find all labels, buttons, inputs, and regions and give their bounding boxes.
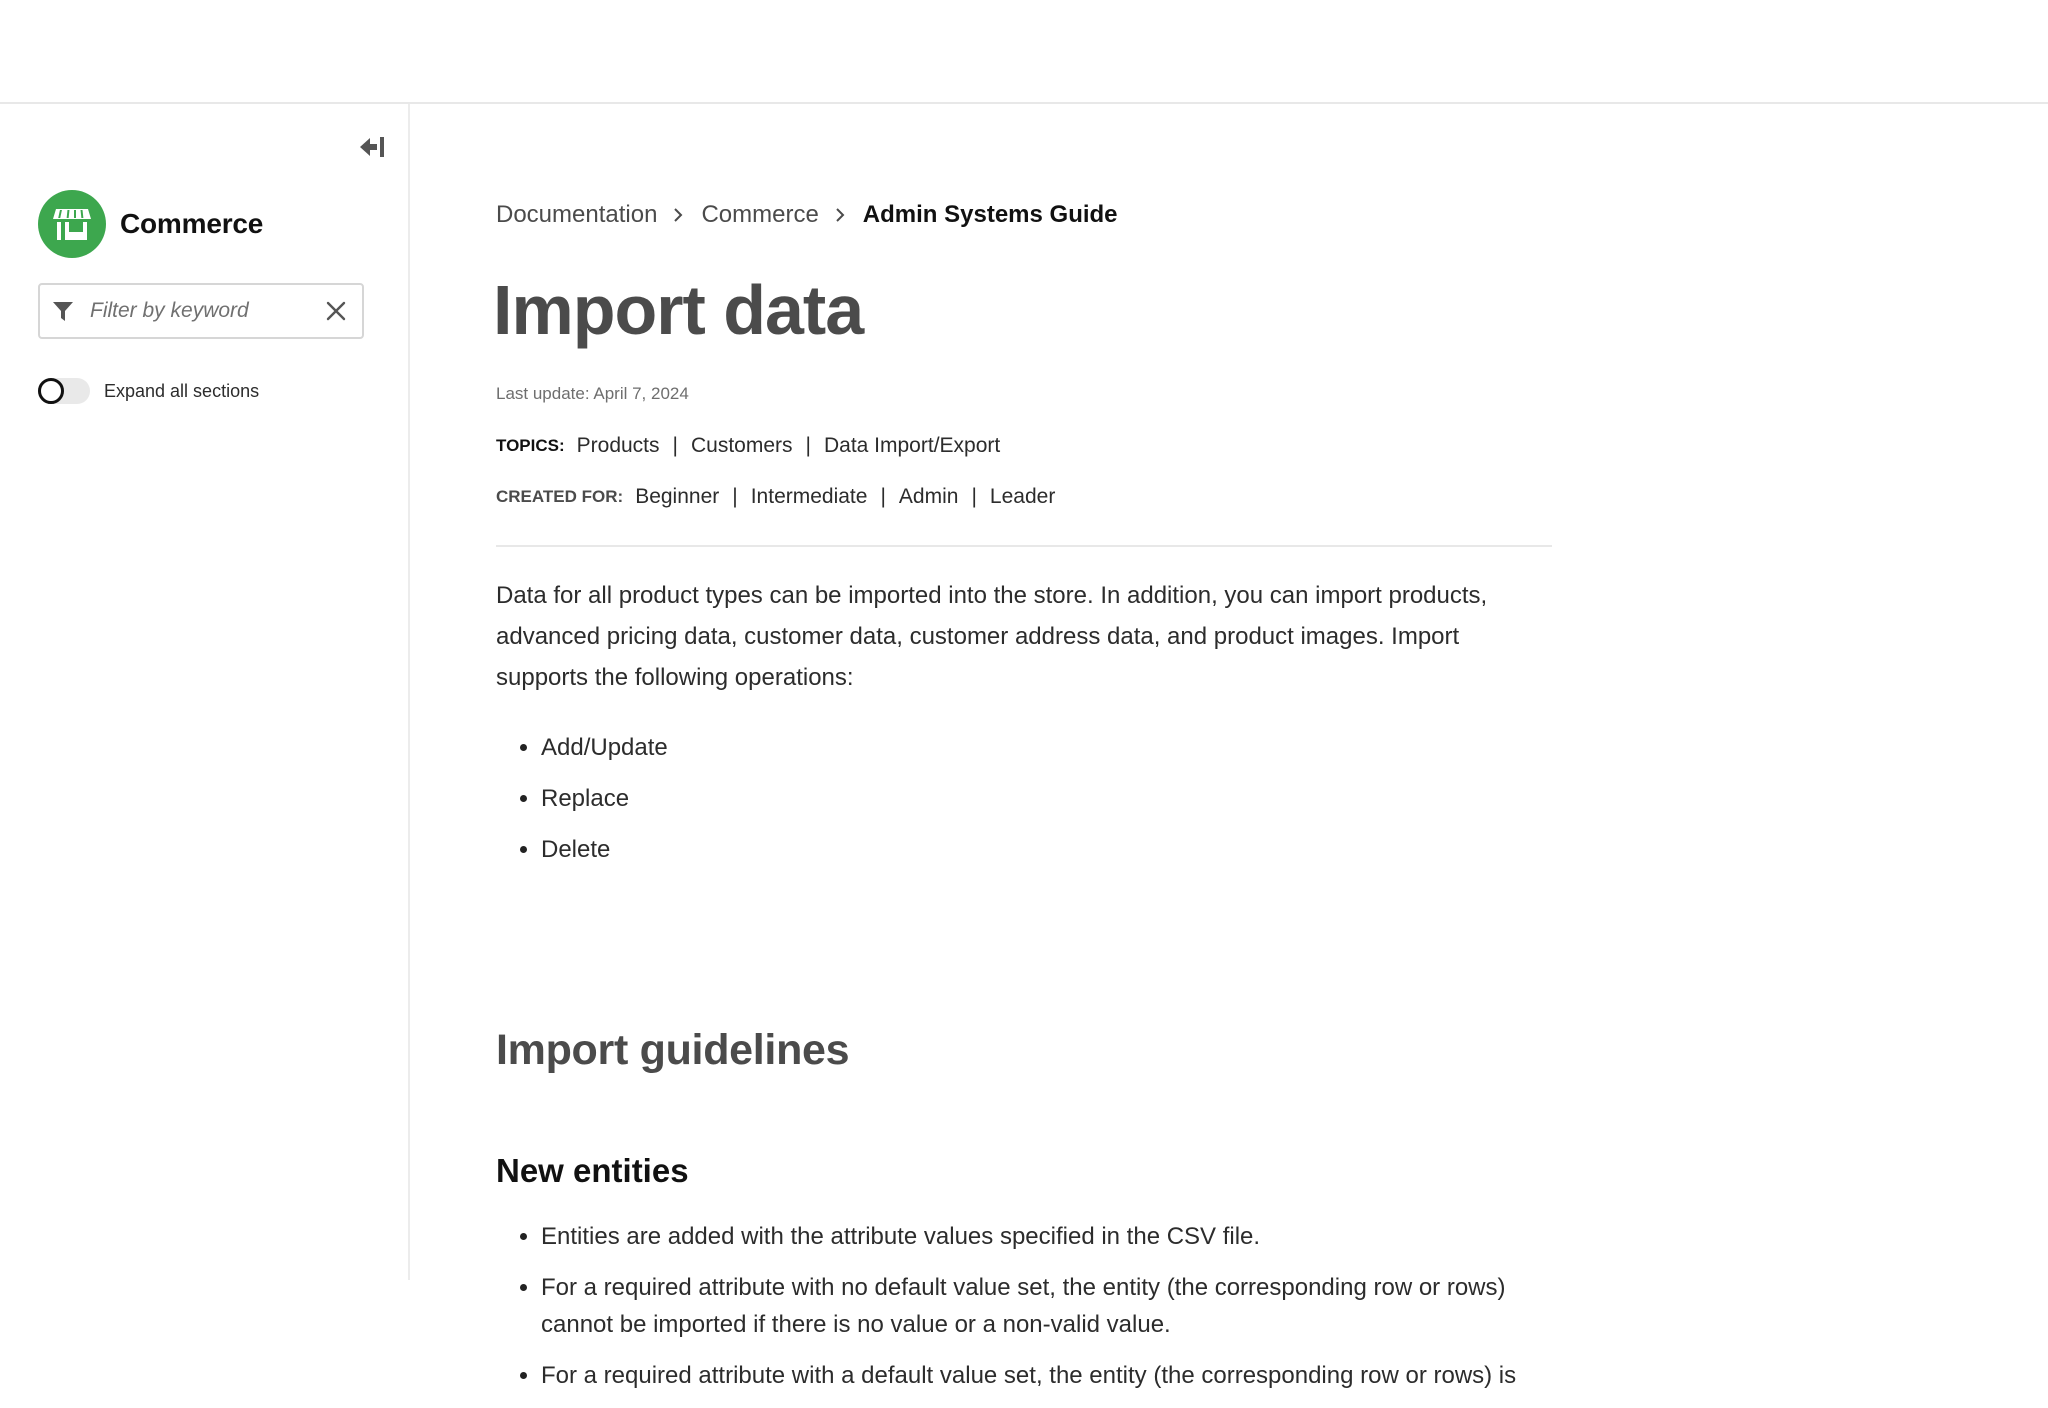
- expand-all-label: Expand all sections: [104, 380, 260, 401]
- breadcrumb-documentation[interactable]: Documentation: [496, 201, 658, 228]
- topics-row: [496, 434, 1000, 458]
- filter-box: [38, 283, 364, 339]
- filter-keyword-input[interactable]: [88, 298, 312, 324]
- clear-filter-button[interactable]: [324, 299, 348, 323]
- created-for-label: CREATED FOR:: [496, 487, 624, 506]
- divider: [496, 545, 1552, 547]
- list-item: • Replace: [541, 773, 668, 824]
- product-header: [38, 190, 263, 258]
- chevron-right-icon: [835, 208, 847, 222]
- intro-paragraph: Data for all product types can be imported into the store. In addition, you can import products, advanced pricing data, customer data, customer address data, and product images. Import supports the following operations:: [496, 582, 1488, 691]
- top-navigation-bar: [0, 0, 2048, 104]
- toggle-switch[interactable]: [38, 378, 90, 404]
- toggle-knob: [38, 378, 64, 404]
- list-item: • For a required attribute with no default value set, the entity (the corresponding row or rows) cannot be imported if there is no value or a non-valid value.: [541, 1269, 1552, 1343]
- audience-tag: Intermediate: [750, 485, 868, 508]
- separator: |: [805, 434, 811, 457]
- expand-all-sections-toggle[interactable]: [38, 378, 259, 404]
- page-title: Import data: [493, 271, 864, 349]
- product-logo: [38, 190, 106, 258]
- topic-link[interactable]: Products: [576, 434, 660, 457]
- separator: |: [880, 485, 886, 508]
- filter-funnel-icon: [52, 300, 74, 322]
- audience-tag: Leader: [989, 485, 1056, 508]
- collapse-left-icon: [358, 134, 386, 160]
- breadcrumb-admin-systems-guide[interactable]: Admin Systems Guide: [862, 201, 1118, 228]
- product-name: Commerce: [120, 208, 264, 239]
- section-heading-import-guidelines: Import guidelines: [496, 1026, 850, 1074]
- subsection-heading-new-entities: New entities: [496, 1152, 689, 1189]
- close-icon: [324, 299, 348, 323]
- last-update: Last update: April 7, 2024: [496, 384, 689, 403]
- storefront-icon: [52, 205, 92, 243]
- sidebar: [0, 104, 410, 1280]
- collapse-sidebar-button[interactable]: [358, 134, 386, 160]
- separator: |: [732, 485, 738, 508]
- audience-tag: Beginner: [635, 485, 720, 508]
- separator: |: [672, 434, 678, 457]
- chevron-right-icon: [673, 208, 685, 222]
- list-item: • For a required attribute with a default value set, the entity (the corresponding row or rows) is: [541, 1357, 1552, 1394]
- operations-list: [496, 722, 668, 875]
- list-item: • Add/Update: [541, 722, 668, 773]
- list-item: • Entities are added with the attribute values specified in the CSV file.: [541, 1218, 1552, 1255]
- breadcrumb-commerce[interactable]: Commerce: [701, 201, 819, 228]
- audience-tag: Admin: [898, 485, 959, 508]
- separator: |: [971, 485, 977, 508]
- new-entities-list: [496, 1218, 1552, 1408]
- topic-link[interactable]: Customers: [690, 434, 793, 457]
- topics-label: TOPICS:: [496, 436, 565, 455]
- topic-link[interactable]: Data Import/Export: [823, 434, 1001, 457]
- created-for-row: [496, 485, 1055, 509]
- list-item: • Delete: [541, 824, 668, 875]
- breadcrumb: [496, 201, 1118, 229]
